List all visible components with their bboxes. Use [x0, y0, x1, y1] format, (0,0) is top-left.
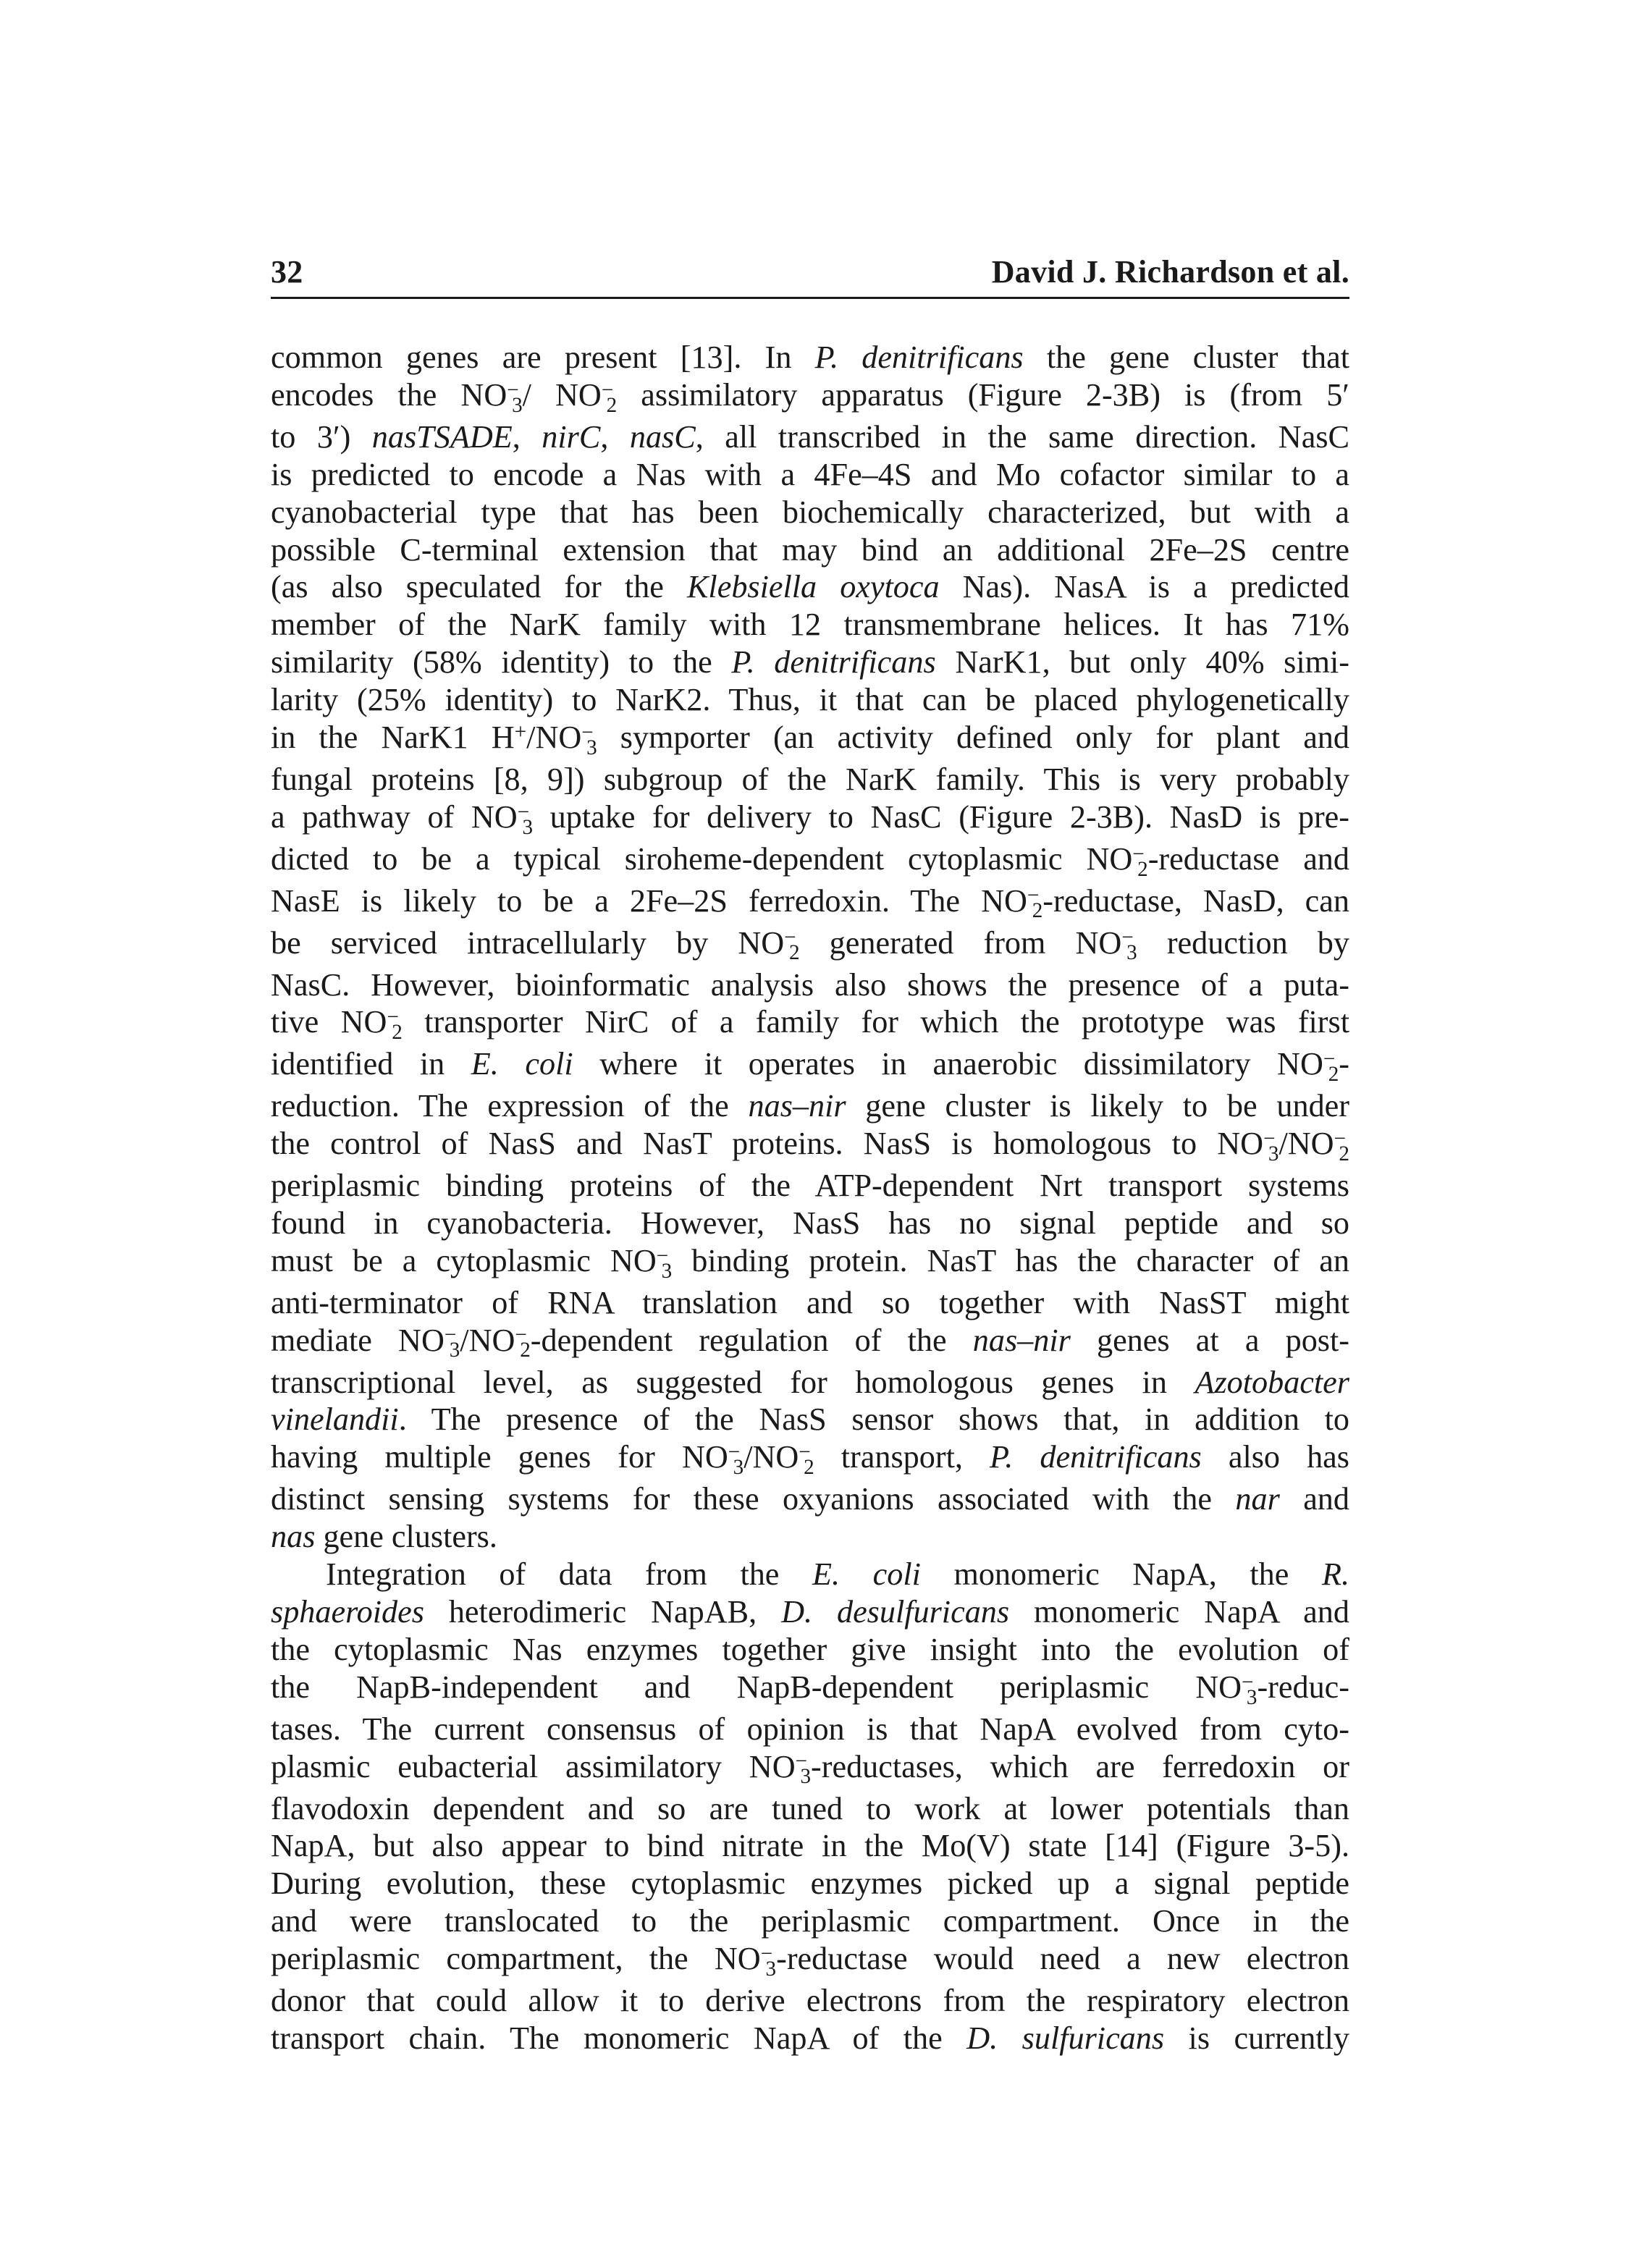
header-rule	[271, 297, 1349, 299]
text-line: donor that could allow it to derive electrons from the respiratory electron	[271, 1983, 1349, 2019]
text-line: transcriptional level, as suggested for homologous genes in Azotobacter	[271, 1364, 1349, 1400]
text-line: NasC. However, bioinformatic analysis also shows the presence of a puta-	[271, 966, 1349, 1003]
text-line: larity (25% identity) to NarK2. Thus, it that can be placed phylogenetically	[271, 682, 1349, 718]
text-line: cyanobacterial type that has been biochemically characterized, but with a	[271, 494, 1349, 530]
text-line: is predicted to encode a Nas with a 4Fe–4S and Mo cofactor similar to a	[271, 456, 1349, 492]
text-line: the cytoplasmic Nas enzymes together give insight into the evolution of	[271, 1631, 1349, 1667]
body-text	[271, 339, 1349, 2057]
text-line: tases. The current consensus of opinion is that NapA evolved from cyto-	[271, 1711, 1349, 1747]
text-line: distinct sensing systems for these oxyanions associated with the nar and	[271, 1481, 1349, 1517]
text-line: reduction. The expression of the nas–nir gene cluster is likely to be under	[271, 1088, 1349, 1124]
text-line: transport chain. The monomeric NapA of the D. sulfuricans is currently	[271, 2020, 1350, 2056]
page-number: 32	[271, 254, 303, 290]
text-line: Integration of data from the E. coli monomeric NapA, the R.	[326, 1556, 1349, 1593]
text-line: be serviced intracellularly by NO−2 generated from NO−3 reduction by	[271, 924, 1349, 965]
text-line: a pathway of NO−3 uptake for delivery to NasC (Figure 2-3B). NasD is pre-	[271, 798, 1349, 839]
text-line: member of the NarK family with 12 transmembrane helices. It has 71%	[271, 607, 1349, 643]
text-line: to 3′) nasTSADE, nirC, nasC, all transcribed in the same direction. NasC	[271, 418, 1349, 455]
text-line: fungal proteins [8, 9]) subgroup of the NarK family. This is very probably	[271, 761, 1349, 797]
text-line: possible C-terminal extension that may bind an additional 2Fe–2S centre	[271, 531, 1349, 568]
text-line: the control of NasS and NasT proteins. NasS is homologous to NO−3/NO−2	[271, 1126, 1349, 1165]
text-line: periplasmic binding proteins of the ATP-dependent Nrt transport systems	[271, 1168, 1349, 1204]
text-line: periplasmic compartment, the NO−3-reductase would need a new electron	[271, 1941, 1350, 1981]
text-line: having multiple genes for NO−3/NO−2 transport, P. denitrificans also has	[271, 1439, 1349, 1480]
text-line: plasmic eubacterial assimilatory NO−3-reductases, which are ferredoxin or	[271, 1748, 1349, 1789]
running-title: David J. Richardson et al.	[991, 254, 1349, 290]
text-line: encodes the NO−3/ NO−2 assimilatory apparatus (Figure 2-3B) is (from 5′	[271, 376, 1349, 417]
text-line: the NapB-independent and NapB-dependent periplasmic NO−3-reduc-	[271, 1669, 1349, 1709]
text-line: in the NarK1 H+/NO−3 symporter (an activity defined only for plant and	[271, 720, 1349, 759]
text-line: dicted to be a typical siroheme-dependent cytoplasmic NO−2-reductase and	[271, 840, 1349, 881]
running-head	[271, 253, 1349, 290]
text-line: NasE is likely to be a 2Fe–2S ferredoxin. The NO−2-reductase, NasD, can	[271, 882, 1349, 923]
text-line: and were translocated to the periplasmic compartment. Once in the	[271, 1903, 1349, 1939]
text-line: similarity (58% identity) to the P. denitrificans NarK1, but only 40% simi-	[271, 644, 1349, 680]
text-line: must be a cytoplasmic NO−3 binding protein. NasT has the character of an	[271, 1242, 1349, 1283]
text-line: flavodoxin dependent and so are tuned to work at lower potentials than	[271, 1790, 1349, 1826]
text-line: mediate NO−3/NO−2-dependent regulation of the nas–nir genes at a post-	[271, 1322, 1349, 1362]
text-line: anti-terminator of RNA translation and so together with NasST might	[271, 1284, 1349, 1320]
text-line: tive NO−2 transporter NirC of a family for which the prototype was first	[271, 1004, 1349, 1045]
text-line: common genes are present [13]. In P. denitrificans the gene cluster that	[271, 340, 1349, 375]
text-line: NapA, but also appear to bind nitrate in the Mo(V) state [14] (Figure 3-5).	[271, 1828, 1349, 1864]
text-line: sphaeroides heterodimeric NapAB, D. desulfuricans monomeric NapA and	[271, 1594, 1349, 1630]
text-line: nas gene clusters.	[271, 1519, 497, 1555]
text-line: (as also speculated for the Klebsiella oxytoca Nas). NasA is a predicted	[271, 569, 1349, 605]
text-line: vinelandii. The presence of the NasS sensor shows that, in addition to	[271, 1401, 1349, 1438]
text-line: During evolution, these cytoplasmic enzymes picked up a signal peptide	[271, 1866, 1349, 1902]
text-line: identified in E. coli where it operates in anaerobic dissimilatory NO−2-	[271, 1046, 1349, 1087]
text-line: found in cyanobacteria. However, NasS has no signal peptide and so	[271, 1205, 1349, 1241]
